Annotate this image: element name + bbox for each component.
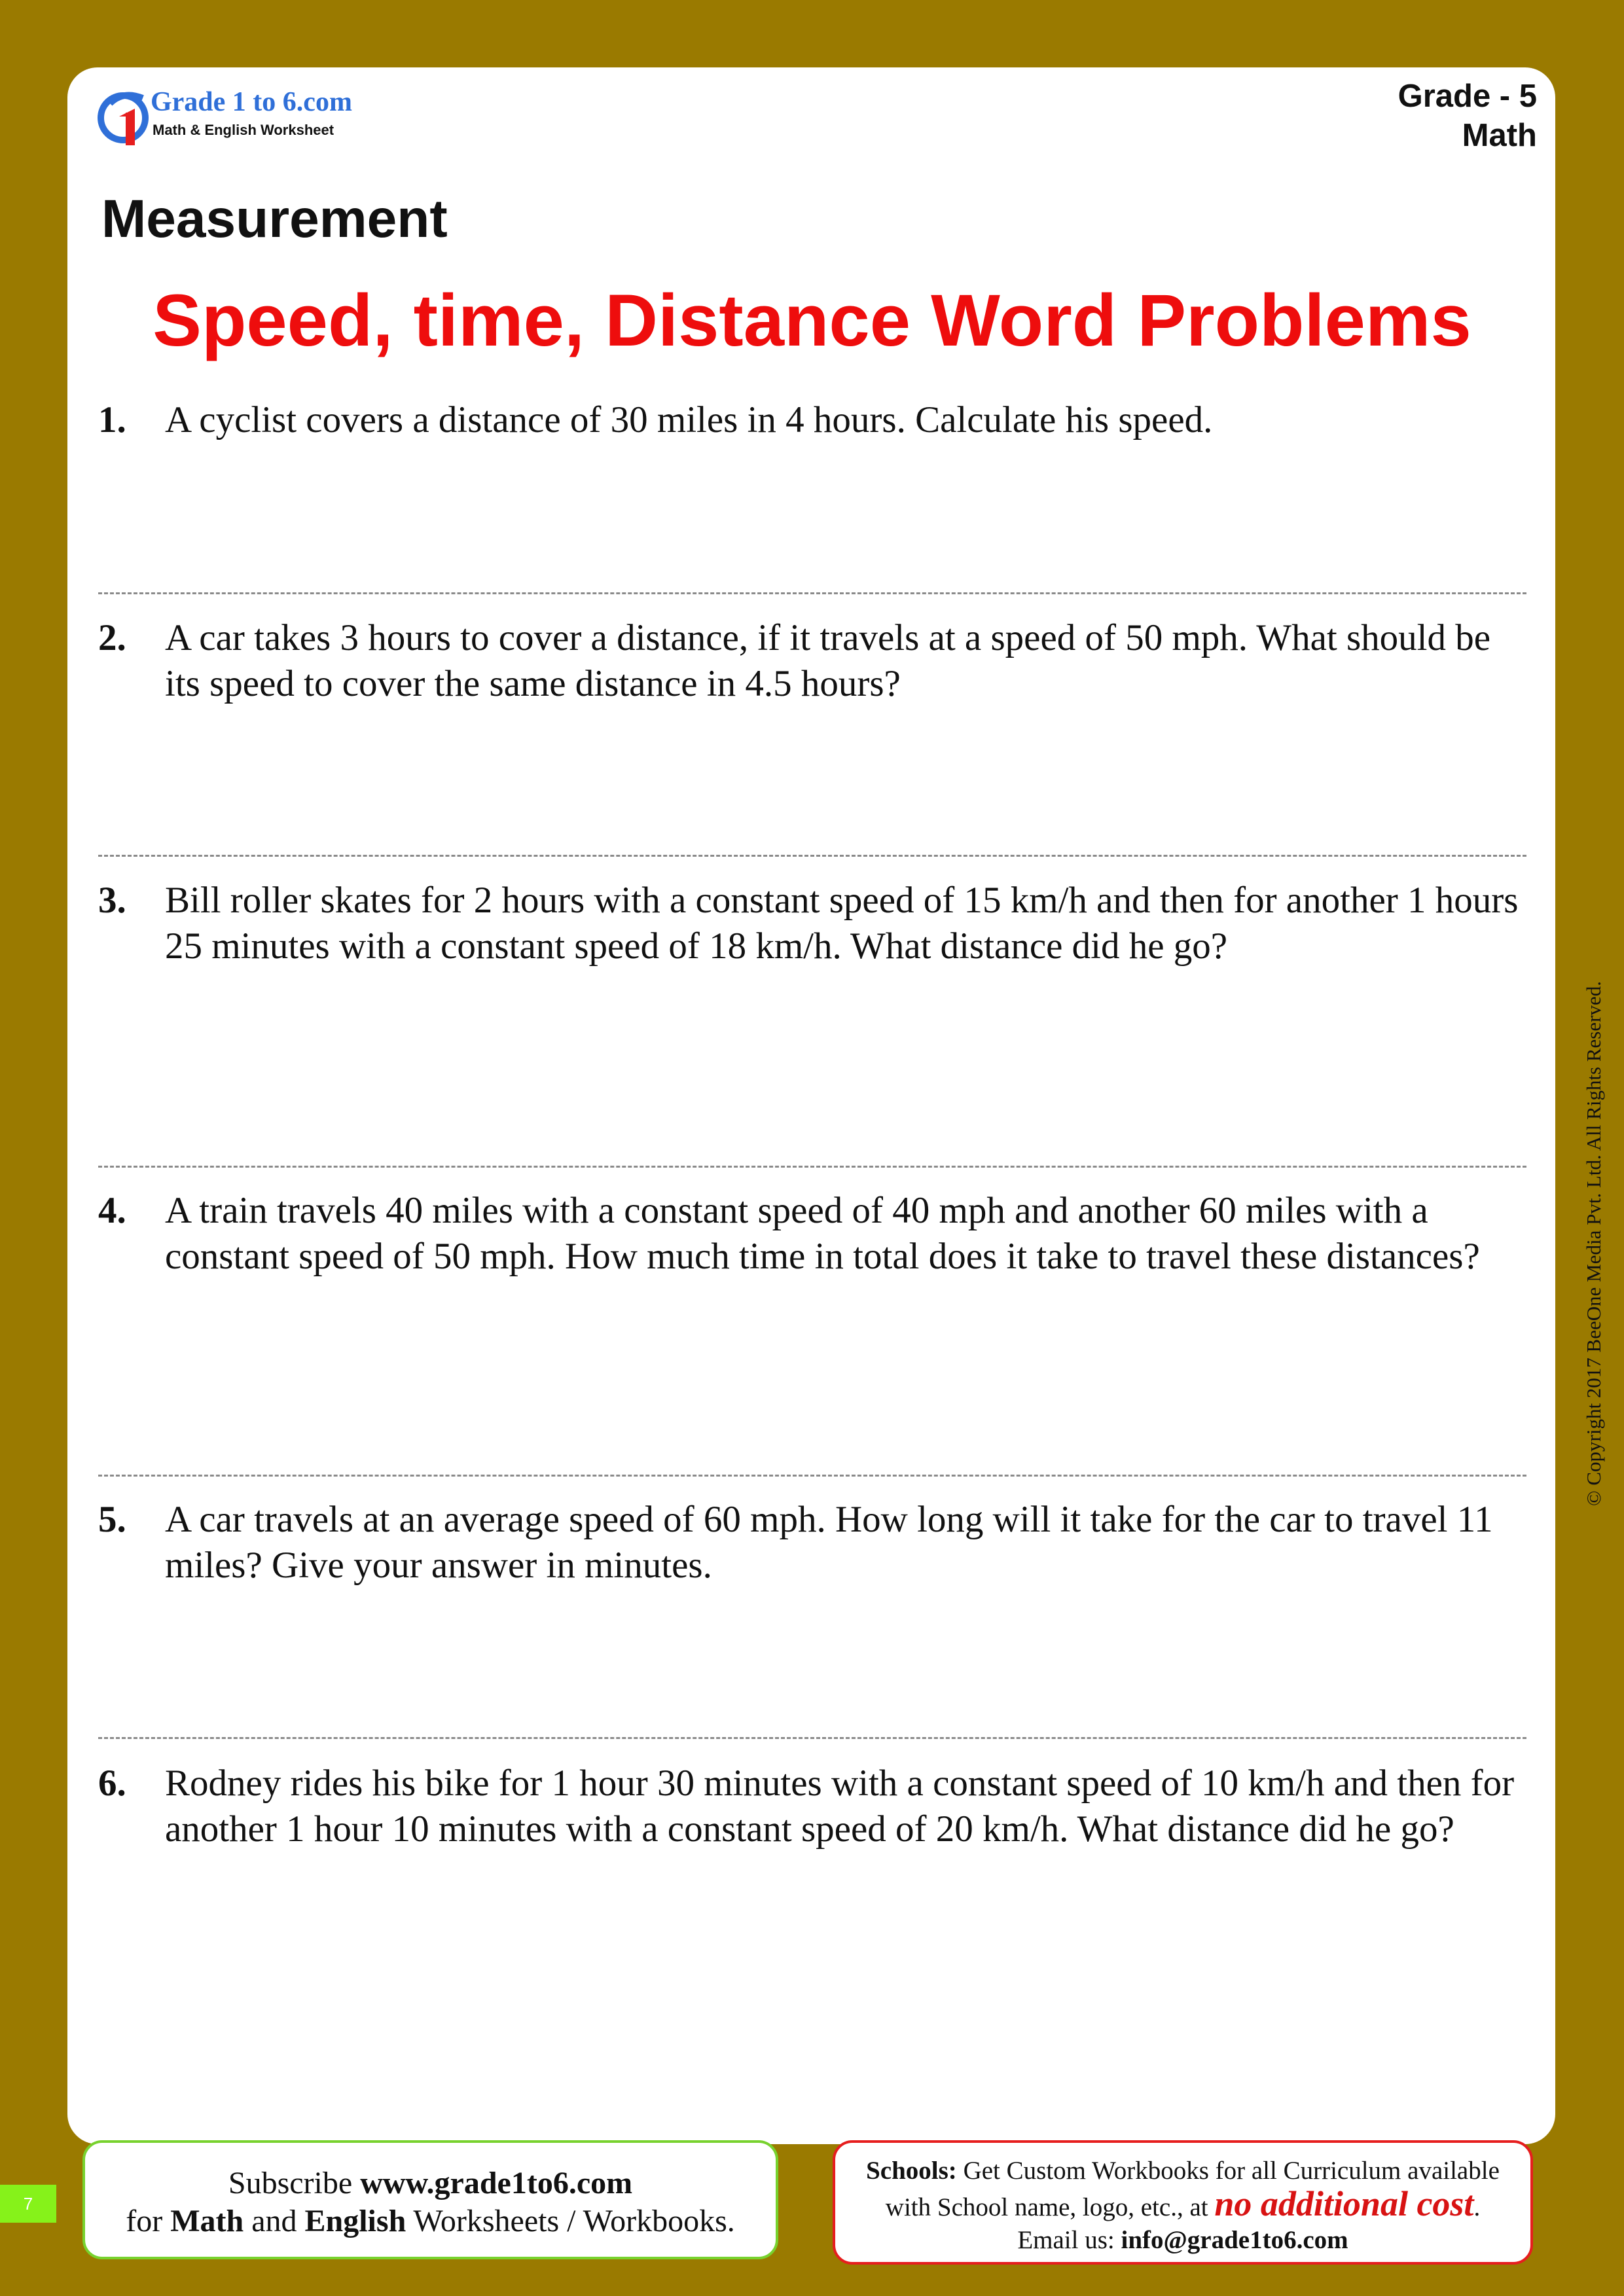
subscribe-line-1: [85, 2164, 776, 2202]
logo-site-name: Grade 1 to 6.com: [151, 87, 352, 117]
schools-text-1: Get Custom Workbooks for all Curriculum available: [956, 2157, 1500, 2185]
subscribe-link[interactable]: www.grade1to6.com: [360, 2166, 633, 2200]
answer-divider: [98, 855, 1526, 857]
copyright-notice: © Copyright 2017 BeeOne Media Pvt. Ltd. All Rights Reserved.: [1582, 981, 1605, 1506]
question-1: [98, 397, 1525, 443]
question-text: A car takes 3 hours to cover a distance, if it travels at a speed of 50 mph. What should be its speed to cover the same distance in 4.5 hours?: [165, 617, 1491, 704]
question-text: A car travels at an average speed of 60 mph. How long will it take for the car to travel 11 miles? Give your answer in minutes.: [165, 1499, 1493, 1586]
schools-line-1: [835, 2155, 1530, 2187]
question-number: 4.: [98, 1190, 126, 1231]
question-number: 2.: [98, 617, 126, 658]
subscribe-line-2: [85, 2202, 776, 2240]
question-text: A cyclist covers a distance of 30 miles in 4 hours. Calculate his speed.: [165, 399, 1213, 440]
question-number: 5.: [98, 1499, 126, 1540]
grade-subject: [1398, 77, 1537, 155]
subscribe-box: [82, 2140, 778, 2259]
question-text: Rodney rides his bike for 1 hour 30 minutes with a constant speed of 10 km/h and then for another 1 hour 10 minutes with a constant speed of 20 km/h. What distance did he go?: [165, 1763, 1515, 1850]
topic-heading: Measurement: [101, 189, 448, 249]
question-number: 6.: [98, 1763, 126, 1804]
answer-divider: [98, 1737, 1526, 1739]
email-label: Email us:: [1017, 2226, 1121, 2254]
answer-divider: [98, 592, 1526, 594]
question-6: [98, 1761, 1525, 1852]
answer-divider: [98, 1475, 1526, 1477]
schools-line-3: [835, 2224, 1530, 2257]
schools-box: [833, 2140, 1533, 2265]
subject-label: Math: [1462, 118, 1537, 153]
email-link[interactable]: info@grade1to6.com: [1121, 2226, 1348, 2254]
subscribe-suffix: Worksheets / Workbooks.: [406, 2204, 735, 2238]
schools-text-2: with School name, logo, etc., at: [885, 2193, 1215, 2221]
subscribe-math: Math: [170, 2204, 244, 2238]
question-text: A train travels 40 miles with a constant speed of 40 mph and another 60 miles with a constant speed of 50 mph. How much time in total does it take to travel these distances?: [165, 1190, 1480, 1277]
question-2: [98, 615, 1525, 707]
schools-period: .: [1473, 2193, 1481, 2221]
answer-divider: [98, 1166, 1526, 1168]
schools-label: Schools:: [866, 2157, 957, 2185]
question-text: Bill roller skates for 2 hours with a constant speed of 15 km/h and then for another 1 hours 25 minutes with a constant speed of 18 km/h. What distance did he go?: [165, 880, 1519, 967]
question-5: [98, 1497, 1525, 1588]
page-number: 7: [0, 2185, 56, 2223]
no-additional-cost: no additional cost: [1214, 2184, 1474, 2223]
subscribe-and: and: [244, 2204, 305, 2238]
question-3: [98, 878, 1525, 969]
question-number: 3.: [98, 880, 126, 921]
question-4: [98, 1188, 1525, 1280]
subscribe-for: for: [126, 2204, 171, 2238]
subscribe-english: English: [304, 2204, 406, 2238]
grade-label: Grade - 5: [1398, 79, 1537, 114]
page-title: Speed, time, Distance Word Problems: [153, 279, 1471, 361]
schools-line-2: [835, 2184, 1530, 2224]
subscribe-prefix: Subscribe: [228, 2166, 361, 2200]
question-number: 1.: [98, 399, 126, 440]
logo-tagline: Math & English Worksheet: [153, 122, 334, 138]
